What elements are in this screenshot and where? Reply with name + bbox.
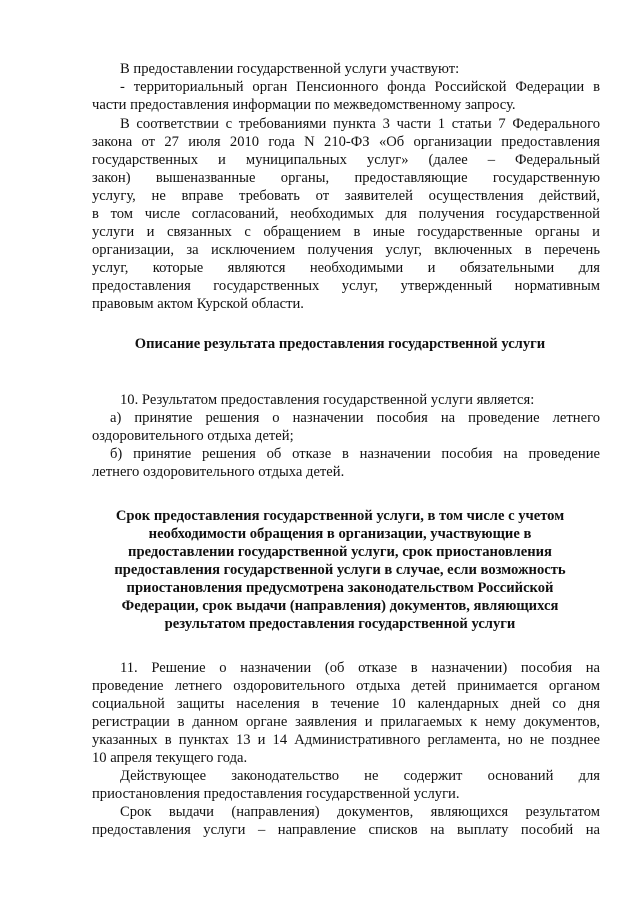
section-heading: Срок предоставления государственной услуги, в том числе с учетом — [115, 508, 565, 524]
section-heading: Федерации, срок выдачи (направления) документов, являющихся — [121, 598, 559, 614]
section-heading: результатом предоставления государственной услуги — [164, 616, 516, 632]
section-heading: предоставлении государственной услуги, срок приостановления — [128, 544, 552, 560]
paragraph-line: указанных в пунктах 13 и 14 Административного регламента, но не позднее — [92, 732, 600, 748]
paragraph-line: услуг, которые являются необходимыми и обязательными для — [92, 260, 600, 276]
paragraph-line: В соответствии с требованиями пункта 3 части 1 статьи 7 Федерального — [120, 116, 600, 132]
paragraph-line: социальной защиты населения в течение 10 календарных дней со дня — [92, 696, 600, 712]
paragraph-line: услуги и связанных с обращением в иные государственные органы и — [92, 224, 600, 240]
paragraph-line: закон) вышеназванные органы, предоставляющие государственную — [92, 170, 600, 186]
paragraph-line: правовым актом Курской области. — [92, 296, 304, 312]
paragraph-line: летнего оздоровительного отдыха детей. — [92, 464, 345, 480]
paragraph-line: части предоставления информации по межведомственному запросу. — [92, 97, 516, 113]
paragraph-line: б) принятие решения об отказе в назначении пособия на проведение — [110, 446, 600, 462]
paragraph-line: услугу, не вправе требовать от заявителей осуществления действий, — [92, 188, 600, 204]
paragraph-line: Срок выдачи (направления) документов, являющихся результатом — [120, 804, 600, 820]
section-heading: необходимости обращения в организации, участвующие в — [148, 526, 532, 542]
paragraph-line: В предоставлении государственной услуги участвуют: — [120, 61, 460, 77]
section-heading: приостановления предусмотрена законодательством Российской — [126, 580, 554, 596]
paragraph-line: 11. Решение о назначении (об отказе в назначении) пособия на — [120, 660, 600, 676]
paragraph-line: оздоровительного отдыха детей; — [92, 428, 294, 444]
paragraph-line: проведение летнего оздоровительного отдыха детей принимается органом — [92, 678, 600, 694]
paragraph-line: регистрации в данном органе заявления и прилагаемых к нему документов, — [92, 714, 600, 730]
paragraph-line: государственных и муниципальных услуг» (далее – Федеральный — [92, 152, 600, 168]
paragraph-line: 10 апреля текущего года. — [92, 750, 248, 766]
paragraph-line: 10. Результатом предоставления государственной услуги является: — [120, 392, 535, 408]
paragraph-line: приостановления предоставления государственной услуги. — [92, 786, 460, 802]
paragraph-line: в том числе согласований, необходимых для получения государственной — [92, 206, 600, 222]
paragraph-line: - территориальный орган Пенсионного фонда Российской Федерации в — [120, 79, 600, 95]
paragraph-line: Действующее законодательство не содержит оснований для — [120, 768, 600, 784]
paragraph-line: организации, за исключением получения услуг, включенных в перечень — [92, 242, 600, 258]
paragraph-line: закона от 27 июля 2010 года N 210-ФЗ «Об организации предоставления — [92, 134, 600, 150]
section-heading: предоставления государственной услуги в случае, если возможность — [114, 562, 566, 578]
paragraph-line: предоставления услуги – направление списков на выплату пособий на — [92, 822, 600, 838]
section-heading: Описание результата предоставления государственной услуги — [134, 336, 546, 352]
paragraph-line: предоставления государственных услуг, утвержденный нормативным — [92, 278, 600, 294]
paragraph-line: а) принятие решения о назначении пособия на проведение летнего — [110, 410, 600, 426]
